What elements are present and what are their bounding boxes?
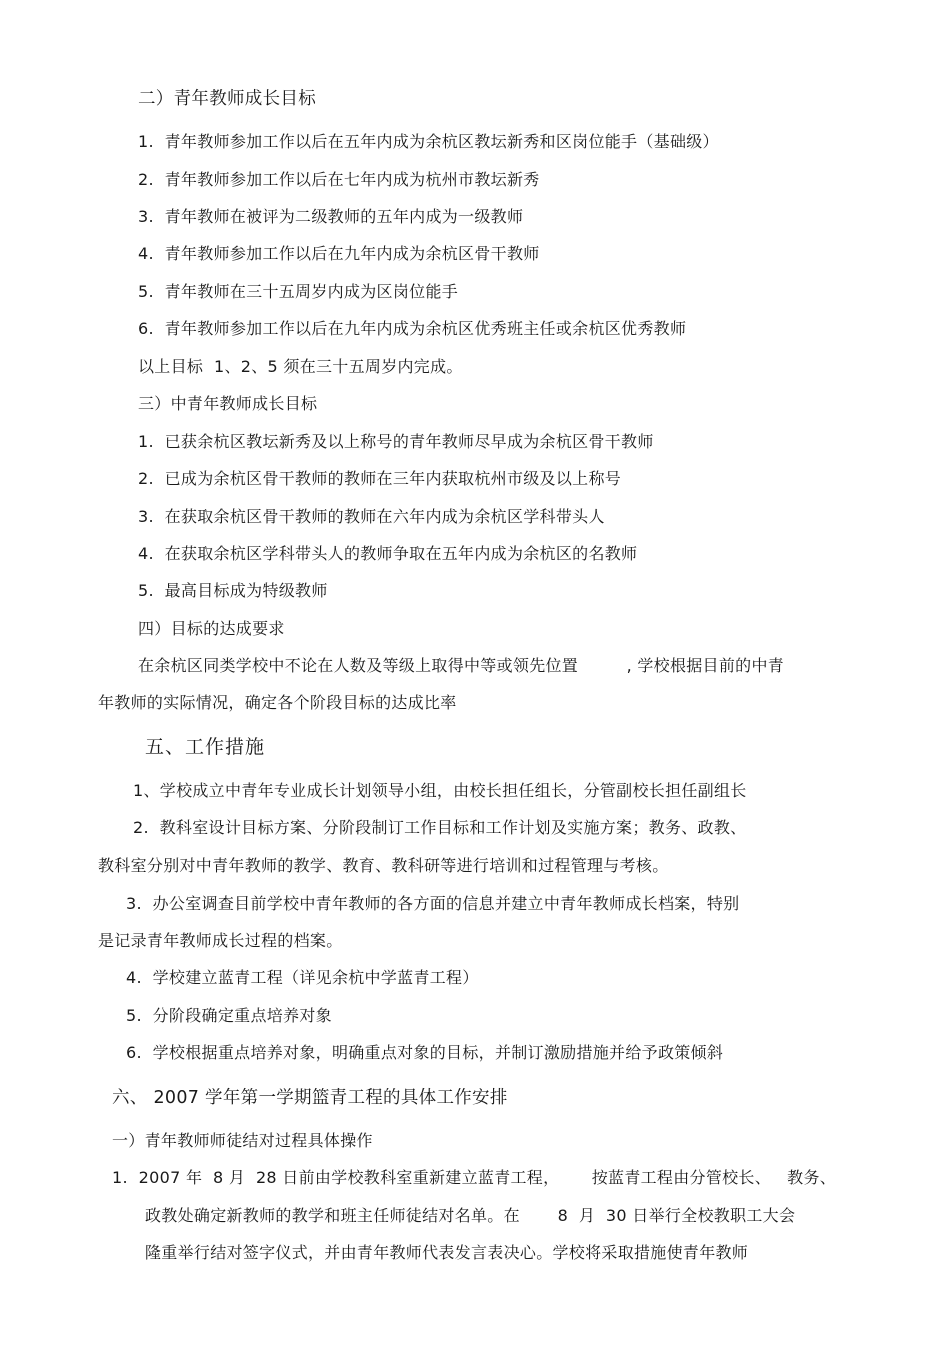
list-item: 2. 青年教师参加工作以后在七年内成为杭州市教坛新秀 [138, 170, 540, 189]
paragraph-line: 政教处确定新教师的教学和班主任师徒结对名单。在 8 月 30 日举行全校教职工大会 [145, 1206, 796, 1225]
section-heading-measures: 五、工作措施 [145, 736, 266, 758]
list-item: 4. 学校建立蓝青工程（详见余杭中学蓝青工程） [126, 968, 479, 987]
list-item: 4. 在获取余杭区学科带头人的教师争取在五年内成为余杭区的名教师 [138, 544, 638, 563]
note-text: 以上目标 1、2、5 须在三十五周岁内完成。 [138, 357, 463, 376]
list-item: 3. 办公室调查目前学校中青年教师的各方面的信息并建立中青年教师成长档案，特别 [126, 894, 740, 913]
paragraph-line: 年教师的实际情况，确定各个阶段目标的达成比率 [98, 693, 457, 712]
list-item: 5. 最高目标成为特级教师 [138, 581, 328, 600]
paragraph-line: 教科室分别对中青年教师的教学、教育、教科研等进行培训和过程管理与考核。 [98, 856, 669, 875]
list-item: 1. 2007 年 8 月 28 日前由学校教科室重新建立蓝青工程， 按蓝青工程由分管校长、 教务、 [112, 1168, 837, 1187]
section-heading-mid-goals: 三）中青年教师成长目标 [138, 394, 318, 413]
list-item: 3. 在获取余杭区骨干教师的教师在六年内成为余杭区学科带头人 [138, 507, 605, 526]
list-item: 1、学校成立中青年专业成长计划领导小组，由校长担任组长，分管副校长担任副组长 [133, 781, 747, 800]
list-item: 5. 分阶段确定重点培养对象 [126, 1006, 332, 1025]
list-item: 1. 已获余杭区教坛新秀及以上称号的青年教师尽早成为余杭区骨干教师 [138, 432, 654, 451]
section-heading-young-goals: 二）青年教师成长目标 [138, 89, 316, 109]
list-item: 2. 教科室设计目标方案、分阶段制订工作目标和工作计划及实施方案；教务、政教、 [133, 818, 747, 837]
paragraph-line: 是记录青年教师成长过程的档案。 [98, 931, 343, 950]
list-item: 4. 青年教师参加工作以后在九年内成为余杭区骨干教师 [138, 244, 540, 263]
section-heading-arrangement: 六、 2007 学年第一学期篮青工程的具体工作安排 [112, 1088, 508, 1108]
section-heading-requirements: 四）目标的达成要求 [138, 619, 285, 638]
paragraph-line: 隆重举行结对签字仪式，并由青年教师代表发言表决心。学校将采取措施使青年教师 [145, 1243, 749, 1262]
list-item: 5. 青年教师在三十五周岁内成为区岗位能手 [138, 282, 459, 301]
list-item: 1. 青年教师参加工作以后在五年内成为余杭区教坛新秀和区岗位能手（基础级） [138, 132, 719, 151]
list-item: 3. 青年教师在被评为二级教师的五年内成为一级教师 [138, 207, 524, 226]
paragraph-line: 在余杭区同类学校中不论在人数及等级上取得中等或领先位置 , 学校根据目前的中青 [138, 656, 785, 675]
list-item: 6. 青年教师参加工作以后在九年内成为余杭区优秀班主任或余杭区优秀教师 [138, 319, 687, 338]
list-item: 6. 学校根据重点培养对象，明确重点对象的目标，并制订激励措施并给予政策倾斜 [126, 1043, 724, 1062]
subsection-heading: 一）青年教师师徒结对过程具体操作 [112, 1131, 373, 1150]
list-item: 2. 已成为余杭区骨干教师的教师在三年内获取杭州市级及以上称号 [138, 469, 622, 488]
